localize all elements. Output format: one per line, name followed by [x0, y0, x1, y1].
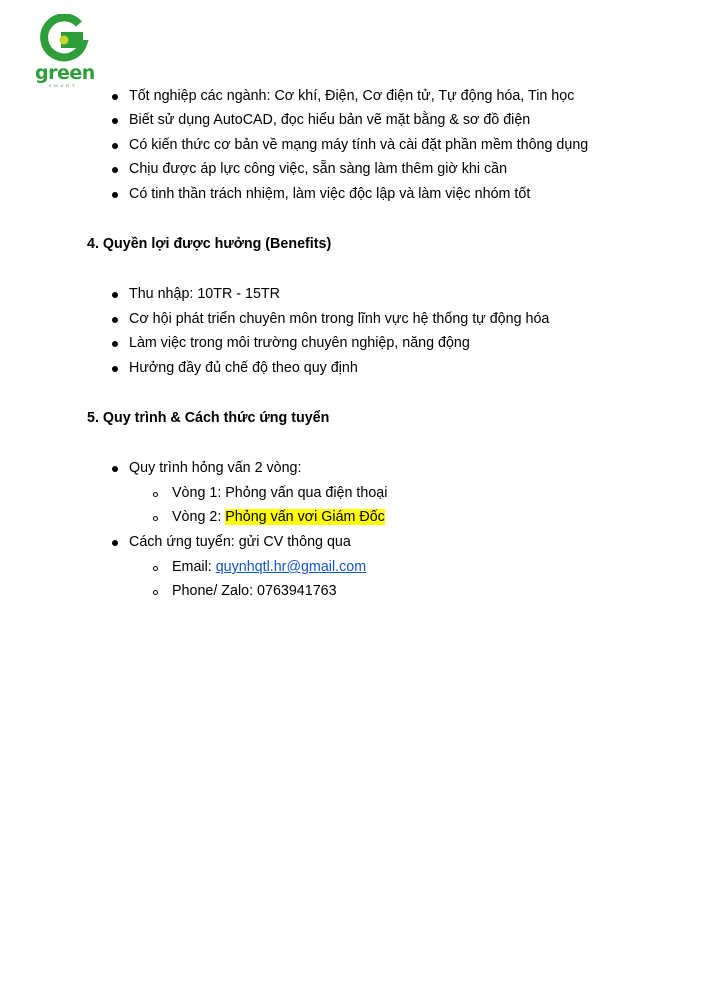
logo-subtitle: SMART	[48, 83, 78, 88]
bullet-icon	[112, 94, 118, 100]
process-heading: 5. Quy trình & Cách thức ứng tuyển	[87, 410, 330, 426]
logo-word: green	[35, 62, 95, 84]
circle-bullet-icon	[153, 492, 158, 497]
bullet-icon	[112, 118, 118, 124]
company-logo	[35, 14, 95, 88]
bullet-icon	[112, 143, 118, 149]
benefits-heading: 4. Quyền lợi được hưởng (Benefits)	[87, 236, 332, 252]
bullet-icon	[112, 167, 118, 173]
logo-g-mark	[35, 14, 91, 64]
circle-bullet-icon	[153, 516, 158, 521]
bullet-icon	[112, 540, 118, 546]
bullet-icon	[112, 366, 118, 372]
highlighted-text: Phỏng vấn vơi Giám Đốc	[225, 509, 385, 525]
bullet-icon	[112, 466, 118, 472]
email-link[interactable]: quynhqtl.hr@gmail.com	[215, 559, 367, 575]
bullet-icon	[112, 292, 118, 298]
bullet-icon	[112, 192, 118, 198]
circle-bullet-icon	[153, 566, 158, 571]
bullet-icon	[112, 341, 118, 347]
circle-bullet-icon	[153, 590, 158, 595]
bullet-icon	[112, 317, 118, 323]
